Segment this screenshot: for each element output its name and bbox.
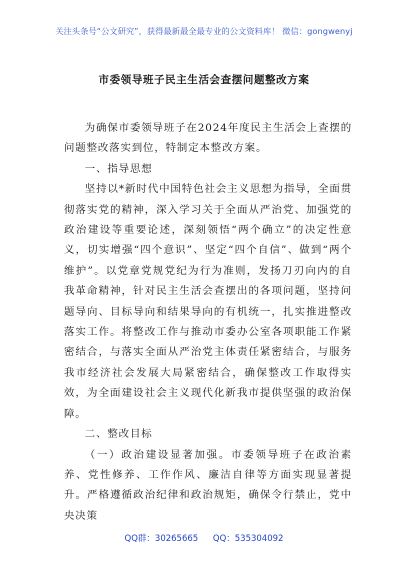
footer-qq-group: QQ群：30265665: [124, 534, 199, 544]
document-title: 市委领导班子民主生活会查摆问题整改方案: [98, 74, 310, 86]
header-banner: 关注头条号“公文研究”，获得最新最全最专业的公文资料库！ 微信：gongwenyj: [55, 26, 353, 36]
goal-paragraph-political-construction: （一）政治建设显著加强。市委领导班子在政治素养、党性修养、工作作风、廉洁自律等方面实现显著提升。严格遵循政治纪律和政治规矩，确保令行禁止，党中央决策: [64, 448, 352, 522]
section-heading-guiding-ideology: 一、指导思想: [84, 162, 153, 175]
intro-paragraph: 为确保市委领导班子在2024年度民主生活会上查摆的问题整改落实到位，特制定本整改方案。: [64, 122, 352, 155]
footer-contact: [0, 532, 408, 544]
section-heading-rectification-goals: 二、整改目标: [84, 428, 153, 441]
guiding-ideology-paragraph: 坚持以*新时代中国特色社会主义思想为指导，全面贯彻落实党的精神，深入学习关于全面从严治党、加强党的政治建设等重要论述，深刻领悟“两个确立”的决定性意义，切实增强“四个意识”、坚定“四个自信”、做到“两个维护”。以党章党规党纪为行为准则，发扬刀刃向内的自我革命精神，针对民主生活会查摆出的各项问题，坚持问题导向、目标导向和结果导向的有机统一，扎实推进整改落实工作。将整改工作与推动市委办公室各项职能工作紧密结合，与落实全面从严治党主体责任紧密结合，与服务我市经济社会发展大局紧密结合，确保整改工作取得实效，为全面建设社会主义现代化新我市提供坚强的政治保障。: [64, 183, 352, 420]
document-body: [64, 118, 352, 526]
footer-qq: QQ：535304092: [212, 534, 284, 544]
